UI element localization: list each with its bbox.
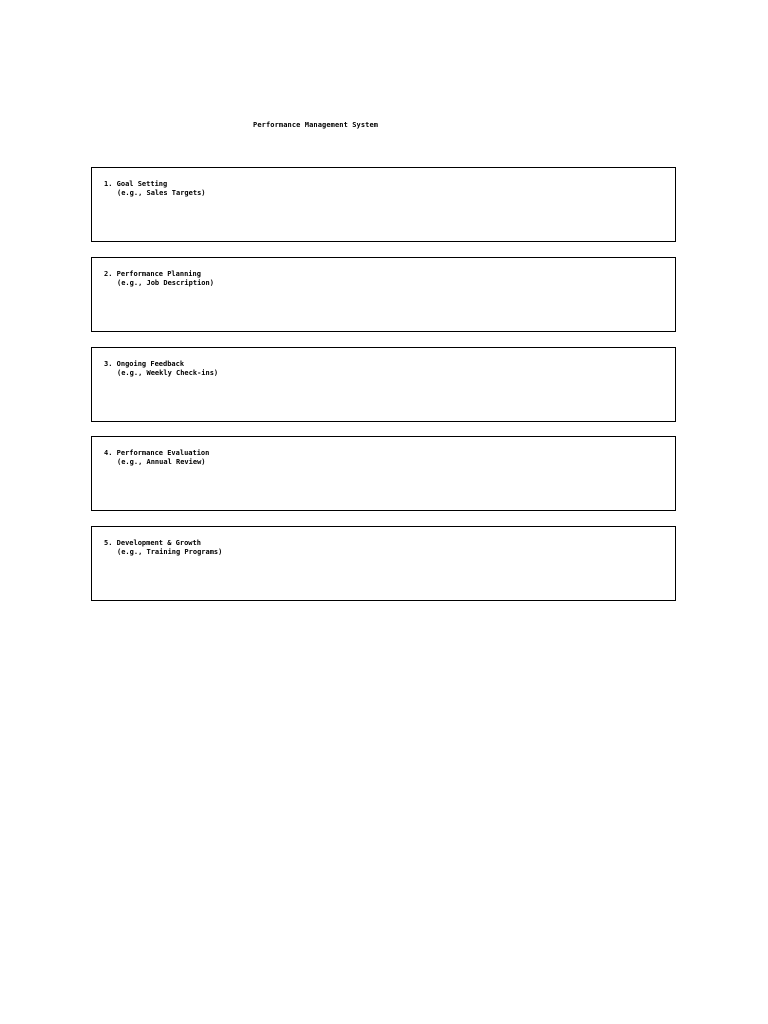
stage-label: 1. Goal Setting (104, 180, 168, 188)
stage-label: 2. Performance Planning (104, 270, 201, 278)
stage-example: (e.g., Sales Targets) (117, 189, 206, 197)
stage-label: 4. Performance Evaluation (104, 449, 210, 457)
stage-box-performance-planning (91, 257, 676, 332)
stage-box-development-growth (91, 526, 676, 601)
stage-example: (e.g., Job Description) (117, 279, 214, 287)
stage-box-goal-setting (91, 167, 676, 242)
stage-example: (e.g., Training Programs) (117, 548, 223, 556)
stage-box-performance-evaluation (91, 436, 676, 511)
stage-box-ongoing-feedback (91, 347, 676, 422)
stage-example: (e.g., Weekly Check-ins) (117, 369, 219, 377)
stage-example: (e.g., Annual Review) (117, 458, 206, 466)
diagram-title: Performance Management System (253, 121, 379, 129)
stage-label: 3. Ongoing Feedback (104, 360, 185, 368)
stage-label: 5. Development & Growth (104, 539, 201, 547)
